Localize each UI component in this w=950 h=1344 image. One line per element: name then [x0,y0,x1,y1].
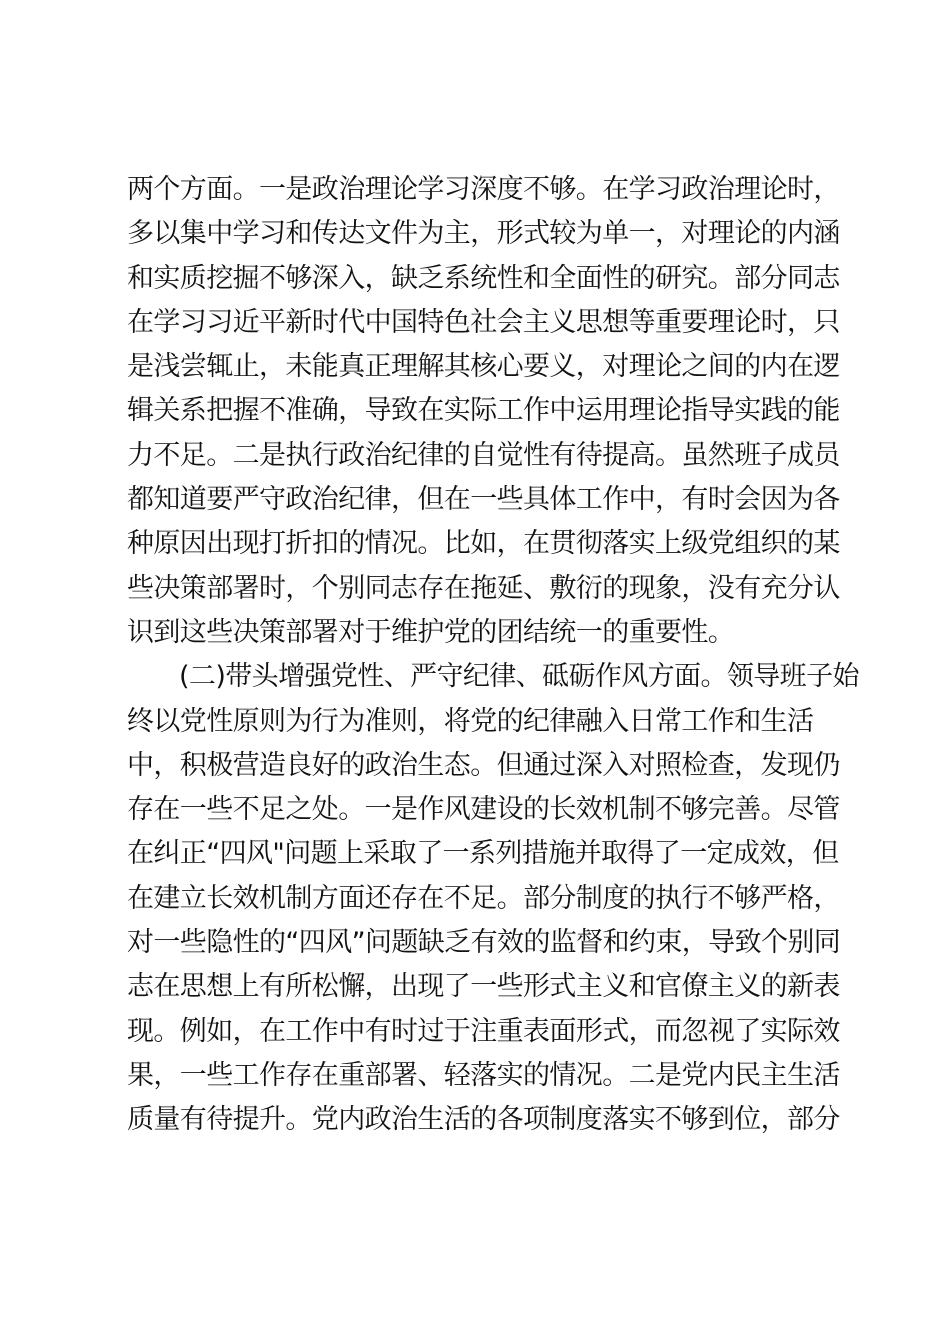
text-line: 辑关系把握不准确，导致在实际工作中运用理论指导实践的能 [127,395,840,427]
text-line: 两个方面。一是政治理论学习深度不够。在学习政治理论时， [127,174,840,205]
text-line: 果，一些工作存在重部署、轻落实的情况。二是党内民主生活 [127,1059,840,1091]
text-line: 终以党性原则为行为准则，将党的纪律融入日常工作和生活 [127,705,814,737]
text-line: 都知道要严守政治纪律，但在一些具体工作中，有时会因为各 [127,484,840,516]
text-line: 力不足。二是执行政治纪律的自觉性有待提高。虽然班子成员 [127,439,840,471]
text-line: 对一些隐性的“四风”问题缺乏有效的监督和约束，导致个别同 [127,927,841,959]
text-line: 在建立长效机制方面还存在不足。部分制度的执行不够严格， [127,882,840,914]
text-line: 现。例如，在工作中有时过于注重表面形式，而忽视了实际效 [127,1015,840,1047]
text-line: 和实质挖掘不够深入，缺乏系统性和全面性的研究。部分同志 [127,262,840,294]
text-line: 在学习习近平新时代中国特色社会主义思想等重要理论时，只 [127,306,840,338]
text-line: 种原因出现打折扣的情况。比如，在贯彻落实上级党组织的某 [127,528,840,560]
section-heading-line: (二)带头增强党性、严守纪律、砥砺作风方面。领导班子始 [179,661,859,693]
text-line: 是浅尝辄止，未能真正理解其核心要义，对理论之间的内在逻 [127,351,840,383]
text-line: 在纠正“四风"问题上采取了一系列措施并取得了一定成效，但 [127,838,839,870]
text-line: 多以集中学习和传达文件为主，形式较为单一，对理论的内涵 [127,218,840,250]
text-line: 些决策部署时，个别同志存在拖延、敷衍的现象，没有充分认 [127,572,840,604]
text-line: 志在思想上有所松懈，出现了一些形式主义和官僚主义的新表 [127,971,840,1003]
text-line: 中，积极营造良好的政治生态。但通过深入对照检查，发现仍 [127,749,840,781]
document-body [127,168,859,1143]
text-line: 质量有待提升。党内政治生活的各项制度落实不够到位，部分 [127,1104,840,1136]
text-line: 识到这些决策部署对于维护党的团结统一的重要性。 [127,616,735,648]
text-line: 存在一些不足之处。一是作风建设的长效机制不够完善。尽管 [127,794,840,826]
